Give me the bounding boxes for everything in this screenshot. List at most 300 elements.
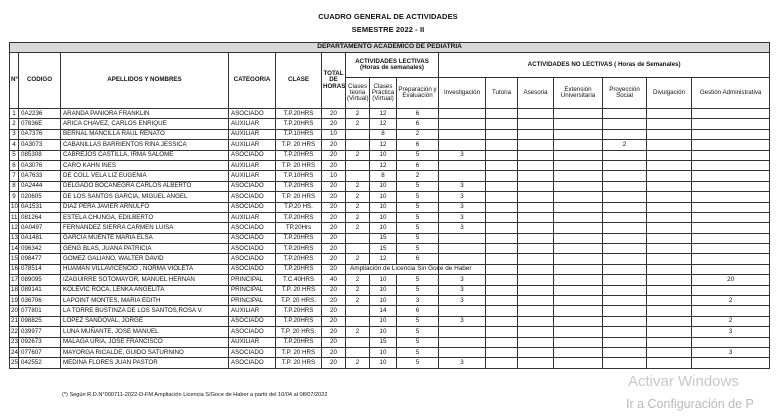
row-codigo: 042552 bbox=[19, 358, 61, 368]
row-extension bbox=[554, 327, 603, 337]
row-practica: 10 bbox=[370, 150, 397, 160]
row-practica: 8 bbox=[370, 171, 397, 181]
row-extension bbox=[554, 316, 603, 326]
row-investigacion: 3 bbox=[439, 212, 486, 222]
row-total: 10 bbox=[322, 129, 346, 139]
row-preparacion: 6 bbox=[397, 119, 439, 129]
row-asesoria bbox=[518, 275, 554, 285]
row-divulgacion bbox=[647, 171, 692, 181]
row-number: 10 bbox=[10, 202, 19, 212]
row-total: 20 bbox=[322, 285, 346, 295]
row-nombre: GARCIA MUENTE MARIA ELSA bbox=[61, 233, 229, 243]
row-proyeccion bbox=[603, 316, 647, 326]
row-clase: T.P.20HRS bbox=[276, 181, 322, 191]
row-investigacion bbox=[439, 233, 486, 243]
row-nombre: MALAGA URIA, JOSE FRANCISCO bbox=[61, 337, 229, 347]
col-asesoria: Asesoria bbox=[518, 78, 554, 109]
row-teoria bbox=[346, 337, 370, 347]
row-number: 2 bbox=[10, 119, 19, 129]
row-codigo: 089095 bbox=[19, 275, 61, 285]
row-practica: 10 bbox=[370, 181, 397, 191]
table-row bbox=[10, 347, 770, 357]
row-clase: T.P.20HRS bbox=[276, 244, 322, 254]
row-categoria: AUXILIAR bbox=[229, 160, 276, 170]
row-total: 20 bbox=[322, 119, 346, 129]
row-preparacion: 3 bbox=[397, 296, 439, 306]
row-tutoria bbox=[486, 327, 518, 337]
row-investigacion bbox=[439, 109, 486, 119]
row-preparacion: 5 bbox=[397, 150, 439, 160]
row-number: 1 bbox=[10, 109, 19, 119]
table-row bbox=[10, 160, 770, 170]
row-preparacion: 5 bbox=[397, 181, 439, 191]
row-empty-cell bbox=[692, 264, 770, 274]
row-clase: T.P.20HRS bbox=[276, 337, 322, 347]
row-tutoria bbox=[486, 254, 518, 264]
row-tutoria bbox=[486, 171, 518, 181]
table-row bbox=[10, 285, 770, 295]
row-empty-cell bbox=[518, 264, 554, 274]
row-investigacion: 3 bbox=[439, 150, 486, 160]
row-total: 20 bbox=[322, 233, 346, 243]
table-row bbox=[10, 171, 770, 181]
row-preparacion: 5 bbox=[397, 316, 439, 326]
row-practica: 12 bbox=[370, 160, 397, 170]
row-investigacion bbox=[439, 140, 486, 150]
row-codigo: 0A7376 bbox=[19, 129, 61, 139]
row-investigacion bbox=[439, 119, 486, 129]
row-nombre: DIAZ PERA JAVIER ARNULFO bbox=[61, 202, 229, 212]
row-investigacion: 3 bbox=[439, 358, 486, 368]
row-categoria: PRINCIPAL bbox=[229, 285, 276, 295]
row-extension bbox=[554, 233, 603, 243]
row-proyeccion bbox=[603, 285, 647, 295]
row-divulgacion bbox=[647, 254, 692, 264]
row-total: 20 bbox=[322, 296, 346, 306]
row-number: 14 bbox=[10, 244, 19, 254]
table-row bbox=[10, 192, 770, 202]
row-categoria: AUXILIAR bbox=[229, 337, 276, 347]
row-tutoria bbox=[486, 129, 518, 139]
row-categoria: AUXILIAR bbox=[229, 140, 276, 150]
page-subtitle: SEMESTRE 2022 - II bbox=[351, 25, 425, 34]
row-asesoria bbox=[518, 327, 554, 337]
row-tutoria bbox=[486, 160, 518, 170]
row-investigacion bbox=[439, 347, 486, 357]
table-row bbox=[10, 296, 770, 306]
row-divulgacion bbox=[647, 160, 692, 170]
row-divulgacion bbox=[647, 181, 692, 191]
row-proyeccion: 2 bbox=[603, 140, 647, 150]
row-teoria: 2 bbox=[346, 296, 370, 306]
footnote: (*) Según R.D.N°000711-2022-D-FM Ampliación Licencia S/Goce de Haber a partir del 10/04 al 08/07/2022 bbox=[62, 392, 328, 398]
row-preparacion: 5 bbox=[397, 337, 439, 347]
row-investigacion bbox=[439, 337, 486, 347]
row-gestion bbox=[692, 223, 770, 233]
row-codigo: 077801 bbox=[19, 306, 61, 316]
row-teoria: 2 bbox=[346, 119, 370, 129]
table-row bbox=[10, 306, 770, 316]
row-codigo: 089141 bbox=[19, 285, 61, 295]
row-extension bbox=[554, 171, 603, 181]
row-preparacion: 5 bbox=[397, 327, 439, 337]
row-tutoria bbox=[486, 140, 518, 150]
row-codigo: 07836E bbox=[19, 119, 61, 129]
row-practica: 10 bbox=[370, 275, 397, 285]
table-row bbox=[10, 275, 770, 285]
row-preparacion: 5 bbox=[397, 192, 439, 202]
row-preparacion: 5 bbox=[397, 212, 439, 222]
row-codigo: 020605 bbox=[19, 192, 61, 202]
row-nombre: LUNA MUÑANTE, JOSE MANUEL bbox=[61, 327, 229, 337]
row-total: 20 bbox=[322, 358, 346, 368]
row-proyeccion bbox=[603, 109, 647, 119]
row-preparacion: 5 bbox=[397, 347, 439, 357]
col-codigo: CODIGO bbox=[19, 53, 61, 109]
row-teoria: 2 bbox=[346, 223, 370, 233]
row-gestion bbox=[692, 337, 770, 347]
row-clase: T.P.20HRS bbox=[276, 306, 322, 316]
row-teoria bbox=[346, 347, 370, 357]
row-divulgacion bbox=[647, 129, 692, 139]
row-nombre: BERNAL MANCILLA RAUL RENATO bbox=[61, 129, 229, 139]
row-categoria: AUXILIAR bbox=[229, 129, 276, 139]
row-total: 40 bbox=[322, 275, 346, 285]
row-practica: 10 bbox=[370, 358, 397, 368]
row-investigacion: 3 bbox=[439, 192, 486, 202]
col-categoria: CATEGORIA bbox=[229, 53, 276, 109]
row-gestion bbox=[692, 119, 770, 129]
row-asesoria bbox=[518, 150, 554, 160]
row-practica: 12 bbox=[370, 140, 397, 150]
row-teoria: 2 bbox=[346, 285, 370, 295]
row-divulgacion bbox=[647, 140, 692, 150]
row-nombre: CABREJOS CASTILLA, IRMA SALOME bbox=[61, 150, 229, 160]
row-preparacion: 5 bbox=[397, 358, 439, 368]
row-tutoria bbox=[486, 337, 518, 347]
row-proyeccion bbox=[603, 347, 647, 357]
row-proyeccion bbox=[603, 223, 647, 233]
row-total: 20 bbox=[322, 181, 346, 191]
row-clase: T.P.20HRS bbox=[276, 254, 322, 264]
row-clase: T.P. 20 HRS. bbox=[276, 296, 322, 306]
row-codigo: 096342 bbox=[19, 244, 61, 254]
row-divulgacion bbox=[647, 119, 692, 129]
table-row bbox=[10, 202, 770, 212]
row-number: 18 bbox=[10, 285, 19, 295]
row-nombre: ARANDA PANIORA FRANKLIN bbox=[61, 109, 229, 119]
col-group-no-lectivas: ACTIVIDADES NO LECTIVAS ( Horas de Semanales) bbox=[439, 53, 770, 78]
row-codigo: 098825 bbox=[19, 316, 61, 326]
row-number: 20 bbox=[10, 306, 19, 316]
row-nombre: CARO KAHN INES bbox=[61, 160, 229, 170]
row-codigo: 036706 bbox=[19, 296, 61, 306]
row-gestion bbox=[692, 109, 770, 119]
row-asesoria bbox=[518, 109, 554, 119]
row-number: 12 bbox=[10, 223, 19, 233]
col-group-lectivas: ACTIVIDADES LECTIVAS (Horas de semanales) bbox=[346, 53, 439, 78]
col-practica: Clases Práctica (Virtual) bbox=[370, 78, 397, 109]
row-extension bbox=[554, 347, 603, 357]
table-row bbox=[10, 337, 770, 347]
row-gestion: 2 bbox=[692, 296, 770, 306]
row-divulgacion bbox=[647, 316, 692, 326]
row-divulgacion bbox=[647, 306, 692, 316]
row-total: 10 bbox=[322, 171, 346, 181]
table-row bbox=[10, 119, 770, 129]
row-teoria: 2 bbox=[346, 327, 370, 337]
page-title: CUADRO GENERAL DE ACTIVIDADES bbox=[318, 12, 458, 21]
row-teoria: 2 bbox=[346, 254, 370, 264]
row-extension bbox=[554, 202, 603, 212]
row-teoria: 2 bbox=[346, 202, 370, 212]
row-teoria: 2 bbox=[346, 212, 370, 222]
table-row bbox=[10, 327, 770, 337]
row-extension bbox=[554, 212, 603, 222]
row-extension bbox=[554, 296, 603, 306]
row-teoria bbox=[346, 171, 370, 181]
row-categoria: ASOCIADO bbox=[229, 358, 276, 368]
table-row bbox=[10, 181, 770, 191]
col-total: TOTAL DE HORAS bbox=[322, 53, 346, 109]
row-divulgacion bbox=[647, 109, 692, 119]
row-nombre: GOMEZ GALIANO, WALTER DAVID bbox=[61, 254, 229, 264]
row-codigo: 078514 bbox=[19, 264, 61, 274]
row-extension bbox=[554, 254, 603, 264]
row-gestion bbox=[692, 192, 770, 202]
row-preparacion: 2 bbox=[397, 129, 439, 139]
row-nombre: LAPOINT MONTES, MARIA EDITH bbox=[61, 296, 229, 306]
row-gestion bbox=[692, 181, 770, 191]
row-clase: T.P. 20 HRS bbox=[276, 160, 322, 170]
row-divulgacion bbox=[647, 150, 692, 160]
row-total: 20 bbox=[322, 244, 346, 254]
row-asesoria bbox=[518, 337, 554, 347]
row-total: 20 bbox=[322, 192, 346, 202]
row-extension bbox=[554, 306, 603, 316]
row-practica: 15 bbox=[370, 233, 397, 243]
row-categoria: AUXILIAR bbox=[229, 171, 276, 181]
row-preparacion: 6 bbox=[397, 160, 439, 170]
row-proyeccion bbox=[603, 275, 647, 285]
row-divulgacion bbox=[647, 285, 692, 295]
row-gestion bbox=[692, 358, 770, 368]
row-clase: T.P.20HRS bbox=[276, 109, 322, 119]
row-teoria bbox=[346, 140, 370, 150]
row-investigacion: 3 bbox=[439, 223, 486, 233]
row-gestion bbox=[692, 244, 770, 254]
row-number: 16 bbox=[10, 264, 19, 274]
row-categoria: ASOCIADO bbox=[229, 202, 276, 212]
windows-watermark-subtitle: Ir a Configuración de P bbox=[626, 397, 754, 411]
row-total: 20 bbox=[322, 254, 346, 264]
row-total: 20 bbox=[322, 337, 346, 347]
row-tutoria bbox=[486, 244, 518, 254]
row-extension bbox=[554, 181, 603, 191]
row-clase: T.P.20HRS bbox=[276, 264, 322, 274]
row-proyeccion bbox=[603, 254, 647, 264]
row-tutoria bbox=[486, 275, 518, 285]
row-teoria: 2 bbox=[346, 109, 370, 119]
row-license-note: Ampliación de Licencia Sin Goce de Haber bbox=[346, 264, 439, 274]
row-clase: T.C.40HRS bbox=[276, 275, 322, 285]
row-investigacion bbox=[439, 254, 486, 264]
row-codigo: 0A1481 bbox=[19, 233, 61, 243]
row-teoria: 2 bbox=[346, 358, 370, 368]
row-teoria bbox=[346, 306, 370, 316]
row-categoria: ASOCIADO bbox=[229, 223, 276, 233]
row-nombre: DELGADO BOCANEGRA CARLOS ALBERTO bbox=[61, 181, 229, 191]
row-gestion: 3 bbox=[692, 347, 770, 357]
row-tutoria bbox=[486, 212, 518, 222]
row-teoria bbox=[346, 316, 370, 326]
row-clase: T.P.20HRS bbox=[276, 212, 322, 222]
row-categoria: ASOCIADO bbox=[229, 264, 276, 274]
row-tutoria bbox=[486, 316, 518, 326]
row-tutoria bbox=[486, 347, 518, 357]
row-practica: 12 bbox=[370, 109, 397, 119]
row-codigo: 098477 bbox=[19, 254, 61, 264]
row-proyeccion bbox=[603, 306, 647, 316]
row-codigo: 081264 bbox=[19, 212, 61, 222]
row-number: 15 bbox=[10, 254, 19, 264]
row-divulgacion bbox=[647, 212, 692, 222]
row-clase: TP.20Hrs bbox=[276, 223, 322, 233]
col-divulgacion: Divulgación bbox=[647, 78, 692, 109]
row-tutoria bbox=[486, 202, 518, 212]
row-proyeccion bbox=[603, 160, 647, 170]
row-preparacion: 6 bbox=[397, 254, 439, 264]
row-asesoria bbox=[518, 316, 554, 326]
row-practica: 12 bbox=[370, 119, 397, 129]
row-number: 21 bbox=[10, 316, 19, 326]
row-categoria: ASOCIADO bbox=[229, 181, 276, 191]
row-categoria: AUXILIAR bbox=[229, 212, 276, 222]
row-divulgacion bbox=[647, 223, 692, 233]
row-practica: 15 bbox=[370, 337, 397, 347]
row-nombre: MEDINA FLORES JUAN PASTOR bbox=[61, 358, 229, 368]
row-extension bbox=[554, 192, 603, 202]
col-teoria: Clases teoria (Virtual) bbox=[346, 78, 370, 109]
row-nombre: ARICA CHAVEZ, CARLOS ENRIQUE bbox=[61, 119, 229, 129]
row-clase: T.P.20HRS bbox=[276, 233, 322, 243]
row-clase: T.P.10HRS bbox=[276, 129, 322, 139]
row-extension bbox=[554, 140, 603, 150]
row-total: 20 bbox=[322, 306, 346, 316]
row-categoria: AUXILIAR bbox=[229, 119, 276, 129]
row-nombre: DE LOS SANTOS GARCIA, MIGUEL ANGEL bbox=[61, 192, 229, 202]
row-categoria: ASOCIADO bbox=[229, 233, 276, 243]
row-clase: T.P. 20 HRS bbox=[276, 285, 322, 295]
row-practica: 10 bbox=[370, 327, 397, 337]
row-gestion bbox=[692, 285, 770, 295]
row-preparacion: 5 bbox=[397, 223, 439, 233]
row-codigo: 0A0497 bbox=[19, 223, 61, 233]
row-number: 9 bbox=[10, 192, 19, 202]
row-codigo: 092673 bbox=[19, 337, 61, 347]
row-tutoria bbox=[486, 192, 518, 202]
row-proyeccion bbox=[603, 150, 647, 160]
table-row bbox=[10, 244, 770, 254]
row-gestion bbox=[692, 233, 770, 243]
row-investigacion: 3 bbox=[439, 181, 486, 191]
row-asesoria bbox=[518, 119, 554, 129]
row-number: 22 bbox=[10, 327, 19, 337]
row-proyeccion bbox=[603, 296, 647, 306]
row-total: 20 bbox=[322, 202, 346, 212]
row-proyeccion bbox=[603, 202, 647, 212]
row-extension bbox=[554, 337, 603, 347]
row-gestion bbox=[692, 160, 770, 170]
row-nombre: IZAGUIRRE SOTOMAYOR, MANUEL HERNAN bbox=[61, 275, 229, 285]
row-number: 24 bbox=[10, 347, 19, 357]
row-clase: T.P. 20 HRS bbox=[276, 192, 322, 202]
row-clase: T.P.20 HS. bbox=[276, 202, 322, 212]
row-tutoria bbox=[486, 223, 518, 233]
row-teoria bbox=[346, 244, 370, 254]
row-nombre: CABANILLAS BARRIENTOS RINA JESSICA bbox=[61, 140, 229, 150]
row-tutoria bbox=[486, 233, 518, 243]
row-gestion bbox=[692, 129, 770, 139]
row-extension bbox=[554, 358, 603, 368]
row-number: 13 bbox=[10, 233, 19, 243]
row-preparacion: 6 bbox=[397, 140, 439, 150]
row-gestion bbox=[692, 202, 770, 212]
row-asesoria bbox=[518, 296, 554, 306]
row-clase: T.P. 20 HRS. bbox=[276, 327, 322, 337]
windows-watermark-title: Activar Windows bbox=[628, 373, 739, 390]
row-preparacion: 5 bbox=[397, 275, 439, 285]
row-total: 20 bbox=[322, 150, 346, 160]
row-practica: 14 bbox=[370, 306, 397, 316]
row-investigacion bbox=[439, 171, 486, 181]
row-nombre: FERNANDEZ SIERRA CARMEN LUISA bbox=[61, 223, 229, 233]
row-investigacion: 3 bbox=[439, 316, 486, 326]
row-total: 20 bbox=[322, 264, 346, 274]
row-asesoria bbox=[518, 223, 554, 233]
row-practica: 10 bbox=[370, 285, 397, 295]
row-categoria: PRINCIPAL bbox=[229, 275, 276, 285]
row-divulgacion bbox=[647, 244, 692, 254]
row-categoria: ASOCIADO bbox=[229, 150, 276, 160]
row-total: 20 bbox=[322, 327, 346, 337]
col-nombres: APELLIDOS Y NOMBRES bbox=[61, 53, 229, 109]
row-empty-cell bbox=[603, 264, 647, 274]
row-asesoria bbox=[518, 171, 554, 181]
row-gestion bbox=[692, 254, 770, 264]
row-categoria: ASOCIADO bbox=[229, 109, 276, 119]
row-total: 20 bbox=[322, 140, 346, 150]
row-asesoria bbox=[518, 254, 554, 264]
row-codigo: 085308 bbox=[19, 150, 61, 160]
table-row bbox=[10, 109, 770, 119]
row-extension bbox=[554, 223, 603, 233]
row-proyeccion bbox=[603, 244, 647, 254]
row-extension bbox=[554, 285, 603, 295]
row-nombre: ESTELA CHUNGA, EDILBERTO bbox=[61, 212, 229, 222]
row-gestion bbox=[692, 212, 770, 222]
row-nombre: GENG BLAS, JUANA PATRICIA bbox=[61, 244, 229, 254]
row-investigacion bbox=[439, 244, 486, 254]
col-gestion: Gestión Administrativa bbox=[692, 78, 770, 109]
row-number: 11 bbox=[10, 212, 19, 222]
row-number: 4 bbox=[10, 140, 19, 150]
row-asesoria bbox=[518, 202, 554, 212]
row-codigo: 0A3073 bbox=[19, 140, 61, 150]
row-codigo: 0A2444 bbox=[19, 181, 61, 191]
row-tutoria bbox=[486, 285, 518, 295]
row-teoria: 2 bbox=[346, 192, 370, 202]
